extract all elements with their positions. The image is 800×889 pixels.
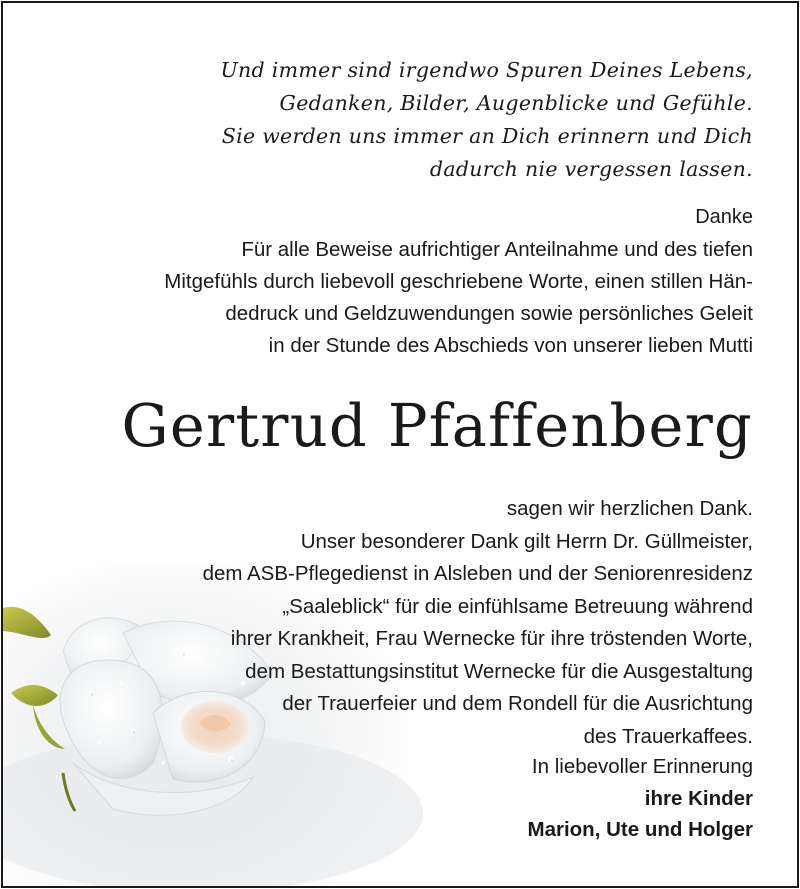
acknowledgement-line: des Trauerkaffees. — [583, 724, 753, 748]
memorial-verse — [33, 54, 753, 186]
acknowledgement-line: sagen wir herzlichen Dank. — [506, 497, 753, 520]
remembrance-line: In liebevoller Erinnerung — [531, 755, 753, 778]
acknowledgement-line: ihrer Krankheit, Frau Wernecke für ihre tröstenden Worte, — [230, 627, 753, 650]
verse-line: Gedanken, Bilder, Augenblicke und Gefühle. — [279, 91, 753, 115]
acknowledgement-line: Unser besonderer Dank gilt Herrn Dr. Güllmeister, — [300, 529, 753, 553]
thanks-line: Mitgefühls durch liebevoll geschriebene Worte, einen stillen Hän- — [164, 270, 753, 293]
acknowledgement-line: „Saaleblick“ für die einfühlsame Betreuung während — [282, 594, 753, 618]
thanks-heading: Danke — [695, 206, 753, 228]
acknowledgement-line: dem Bestattungsinstitut Wernecke für die Ausgestaltung — [245, 659, 753, 683]
deceased-name: Gertrud Pfaffenberg — [121, 391, 753, 460]
thanks-paragraph — [13, 234, 753, 362]
acknowledgement-line: dem ASB-Pflegedienst in Alsleben und der Seniorenresidenz — [202, 562, 753, 585]
family-names: Marion, Ute und Holger — [527, 818, 753, 841]
signature-block — [528, 751, 754, 846]
thanks-line: in der Stunde des Abschieds von unserer lieben Mutti — [268, 334, 753, 357]
relation-line: ihre Kinder — [644, 786, 753, 810]
thanks-line: Für alle Beweise aufrichtiger Anteilnahme und des tiefen — [241, 238, 753, 261]
thanks-line: dedruck und Geldzuwendungen sowie persönliches Geleit — [225, 302, 753, 325]
verse-line: Sie werden uns immer an Dich erinnern und Dich — [221, 124, 753, 148]
acknowledgement-paragraph — [13, 493, 753, 753]
obituary-card — [1, 1, 799, 888]
verse-line: Und immer sind irgendwo Spuren Deines Lebens, — [220, 58, 753, 82]
acknowledgement-line: der Trauerfeier und dem Rondell für die Ausrichtung — [282, 692, 753, 715]
verse-line: dadurch nie vergessen lassen. — [429, 157, 753, 181]
